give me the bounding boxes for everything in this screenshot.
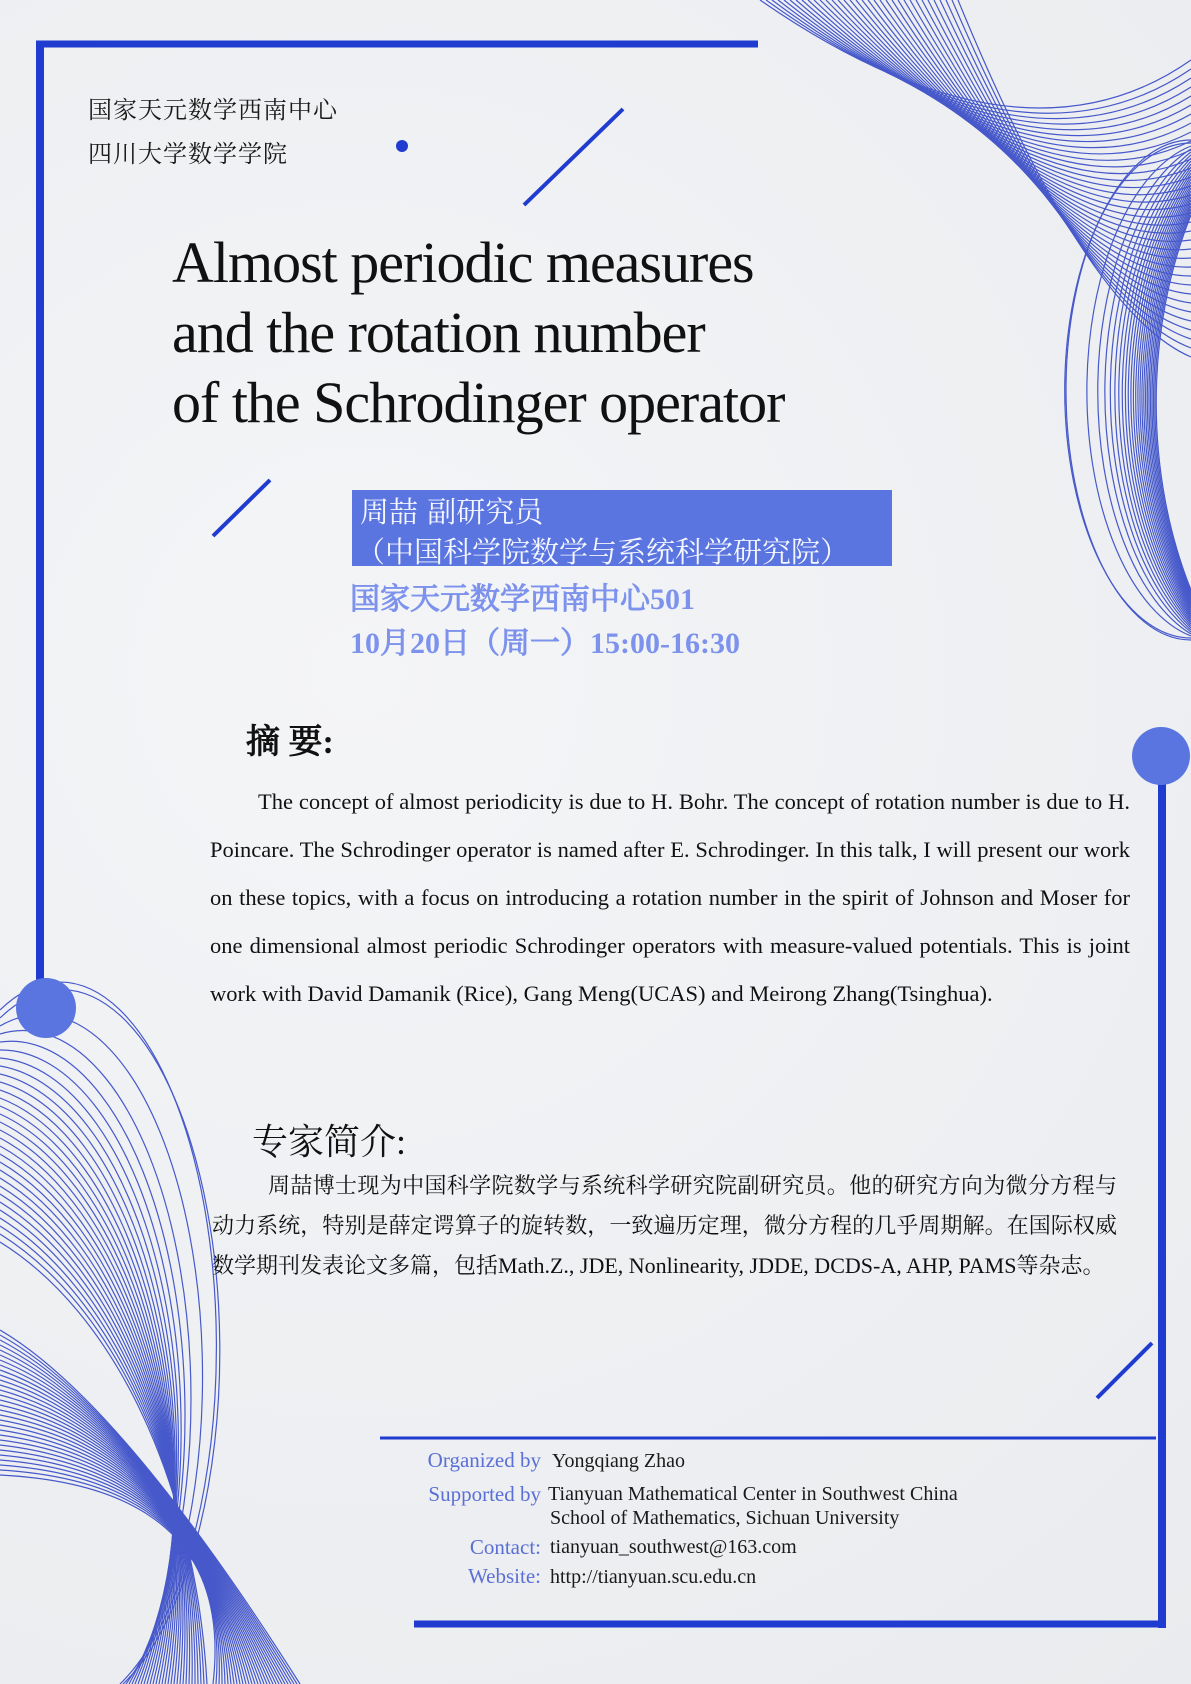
supporter-name: Tianyuan Mathematical Center in Southwest China <box>548 1483 958 1505</box>
curve-line <box>892 0 1191 258</box>
title-line: and the rotation number <box>172 300 705 365</box>
supporter-name: School of Mathematics, Sichuan University <box>550 1507 900 1529</box>
curve-pattern-bottom-left <box>0 982 300 1684</box>
title-line: Almost periodic measures <box>172 230 754 295</box>
institution-name: 国家天元数学西南中心 <box>88 98 338 124</box>
curve-line <box>856 0 1191 210</box>
speaker-affiliation: （中国科学院数学与系统科学研究院） <box>356 535 850 569</box>
website-link[interactable]: http://tianyuan.scu.edu.cn <box>550 1566 757 1588</box>
diagonal-accent-top <box>524 109 623 205</box>
venue: 国家天元数学西南中心501 <box>350 583 695 616</box>
abstract-heading: 摘 要: <box>246 724 334 761</box>
curve-line <box>916 0 1191 294</box>
curve-line <box>874 0 1191 233</box>
bio-body: 周喆博士现为中国科学院数学与系统科学研究院副研究员。他的研究方向为微分方程与动力系统，特别是薛定谔算子的旋转数，一致遍历定理，微分方程的几乎周期解。在国际权威数学期刊发表论文多篇，包括Math.Z., JDE, Nonlinearity, JDDE, DCDS-A, AHP, PAMS等杂志。 <box>212 1173 1117 1278</box>
institution-name: 四川大学数学学院 <box>88 142 288 168</box>
curve-line <box>0 1050 181 1684</box>
datetime: 10月20日（周一）15:00-16:30 <box>350 627 740 660</box>
diagonal-accent-bottom <box>1097 1343 1152 1398</box>
circle-right <box>1132 727 1190 785</box>
circle-left <box>16 978 76 1038</box>
curve-line <box>790 0 1191 136</box>
dot-accent <box>396 140 408 152</box>
diagonal-accent-mid <box>213 480 270 536</box>
talk-title <box>172 228 932 438</box>
curve-line <box>0 1098 174 1684</box>
contact-label: Contact: <box>469 1535 541 1559</box>
curve-line <box>952 0 1191 348</box>
curve-line <box>0 1041 185 1684</box>
curve-line <box>796 0 1191 142</box>
curve-line <box>0 1090 174 1684</box>
title-line: of the Schrodinger operator <box>172 370 785 435</box>
speaker-name: 周喆 副研究员 <box>360 495 544 529</box>
supported-label: Supported by <box>428 1482 541 1506</box>
curve-line <box>826 0 1191 174</box>
contact-email[interactable]: tianyuan_southwest@163.com <box>550 1536 797 1558</box>
curve-line <box>0 1345 291 1684</box>
curve-line <box>766 0 1191 113</box>
website-label: Website: <box>468 1564 541 1588</box>
curve-line <box>808 0 1191 154</box>
curve-line <box>862 0 1191 217</box>
curve-line <box>910 0 1191 285</box>
bio-heading: 专家简介: <box>252 1122 407 1162</box>
organized-label: Organized by <box>427 1448 541 1472</box>
organizer-name: Yongqiang Zhao <box>552 1450 685 1472</box>
abstract-body: The concept of almost periodicity is due to H. Bohr. The concept of rotation number is due to H. Poincare. The Schrodinger operator is named after E. Schrodinger. In this talk, I will present our work on these topics, with a focus on introducing a rotation number in the spirit of Johnson and Moser for one dimensional almost periodic Schrodinger operators with measure-valued potentials. This is joint work with David Damanik (Rice), Gang Meng(UCAS) and Meirong Zhang(Tsinghua). <box>210 789 1130 1006</box>
